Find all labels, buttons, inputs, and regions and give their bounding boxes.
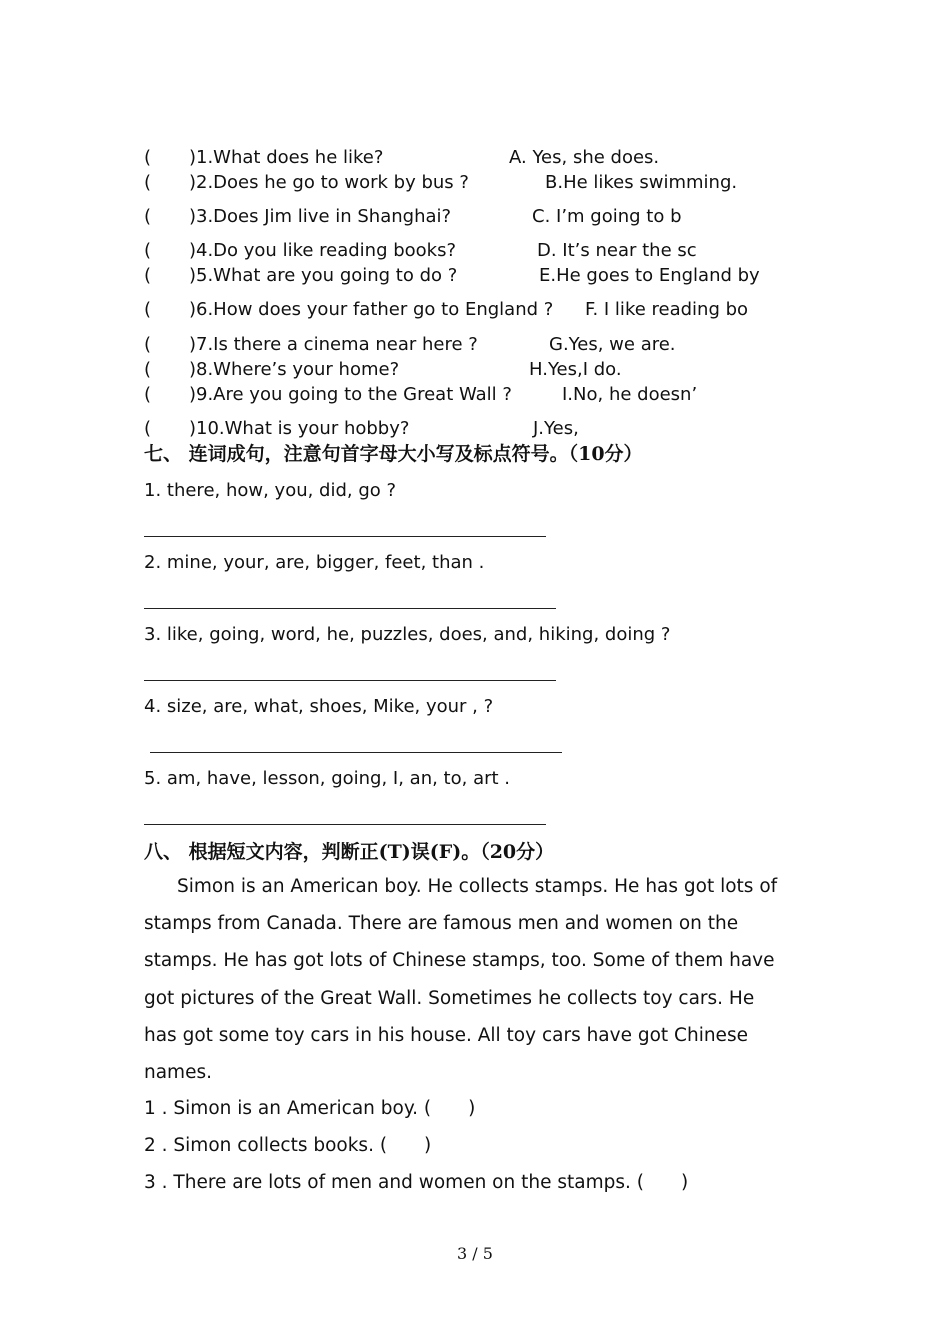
question-text: 3.Does Jim live in Shanghai? xyxy=(196,206,452,227)
answer-option: C. I’m going to b xyxy=(532,206,682,227)
passage-line: Simon is an American boy. He collects stamps. He has got lots of xyxy=(177,876,778,897)
passage-line: names. xyxy=(144,1062,212,1083)
sentence-prompt: 5. am, have, lesson, going, I, an, to, art . xyxy=(144,768,511,789)
answer-bracket-open[interactable]: ( xyxy=(144,334,152,355)
answer-option: E.He goes to England by xyxy=(539,265,760,286)
question-text: 5.What are you going to do ? xyxy=(196,265,458,286)
answer-bracket-open[interactable]: ( xyxy=(144,418,152,439)
question-text: 10.What is your hobby? xyxy=(196,418,410,439)
answer-option: D. It’s near the sc xyxy=(537,240,697,261)
answer-bracket-close: ) xyxy=(189,206,197,227)
answer-option: F. I like reading bo xyxy=(585,299,749,320)
answer-bracket-open[interactable]: ( xyxy=(144,359,152,380)
passage-line: got pictures of the Great Wall. Sometimes he collects toy cars. He xyxy=(144,988,755,1009)
answer-bracket-close: ) xyxy=(189,240,197,261)
answer-bracket-close: ) xyxy=(189,265,197,286)
answer-blank-line[interactable] xyxy=(144,680,556,681)
answer-bracket-close: ) xyxy=(189,147,197,168)
question-text: 2.Does he go to work by bus ? xyxy=(196,172,469,193)
answer-option: J.Yes, xyxy=(533,418,579,439)
section-seven-title: 七、 连词成句，注意句首字母大小写及标点符号。（10分） xyxy=(144,443,643,465)
question-text: 7.Is there a cinema near here ? xyxy=(196,334,478,355)
passage-line: stamps from Canada. There are famous men and women on the xyxy=(144,913,739,934)
passage-line: stamps. He has got lots of Chinese stamps, too. Some of them have xyxy=(144,950,775,971)
true-false-question[interactable]: 1 . Simon is an American boy. ( ) xyxy=(144,1098,476,1119)
sentence-prompt: 3. like, going, word, he, puzzles, does, and, hiking, doing ? xyxy=(144,624,671,645)
answer-option: A. Yes, she does. xyxy=(509,147,660,168)
question-text: 4.Do you like reading books? xyxy=(196,240,457,261)
true-false-question[interactable]: 2 . Simon collects books. ( ) xyxy=(144,1135,432,1156)
answer-blank-line[interactable] xyxy=(144,824,546,825)
sentence-prompt: 2. mine, your, are, bigger, feet, than . xyxy=(144,552,485,573)
answer-bracket-open[interactable]: ( xyxy=(144,147,152,168)
true-false-question[interactable]: 3 . There are lots of men and women on the stamps. ( ) xyxy=(144,1172,689,1193)
answer-option: G.Yes, we are. xyxy=(549,334,676,355)
answer-option: H.Yes,I do. xyxy=(529,359,622,380)
answer-option: I.No, he doesn’ xyxy=(562,384,698,405)
page-number: 3 / 5 xyxy=(457,1244,493,1263)
answer-bracket-close: ) xyxy=(189,418,197,439)
answer-bracket-open[interactable]: ( xyxy=(144,240,152,261)
answer-bracket-close: ) xyxy=(189,334,197,355)
section-eight-title: 八、 根据短文内容，判断正(T)误(F)。（20分） xyxy=(144,841,555,863)
answer-bracket-close: ) xyxy=(189,359,197,380)
question-text: 9.Are you going to the Great Wall ? xyxy=(196,384,512,405)
answer-bracket-open[interactable]: ( xyxy=(144,206,152,227)
sentence-prompt: 1. there, how, you, did, go ? xyxy=(144,480,397,501)
answer-bracket-open[interactable]: ( xyxy=(144,299,152,320)
answer-option: B.He likes swimming. xyxy=(545,172,738,193)
sentence-prompt: 4. size, are, what, shoes, Mike, your , ? xyxy=(144,696,494,717)
answer-blank-line[interactable] xyxy=(144,536,546,537)
answer-bracket-open[interactable]: ( xyxy=(144,172,152,193)
question-text: 6.How does your father go to England ? xyxy=(196,299,554,320)
answer-bracket-close: ) xyxy=(189,299,197,320)
answer-blank-line[interactable] xyxy=(150,752,562,753)
answer-blank-line[interactable] xyxy=(144,608,556,609)
question-text: 8.Where’s your home? xyxy=(196,359,400,380)
answer-bracket-open[interactable]: ( xyxy=(144,384,152,405)
answer-bracket-close: ) xyxy=(189,172,197,193)
answer-bracket-close: ) xyxy=(189,384,197,405)
question-text: 1.What does he like? xyxy=(196,147,384,168)
passage-line: has got some toy cars in his house. All toy cars have got Chinese xyxy=(144,1025,748,1046)
answer-bracket-open[interactable]: ( xyxy=(144,265,152,286)
